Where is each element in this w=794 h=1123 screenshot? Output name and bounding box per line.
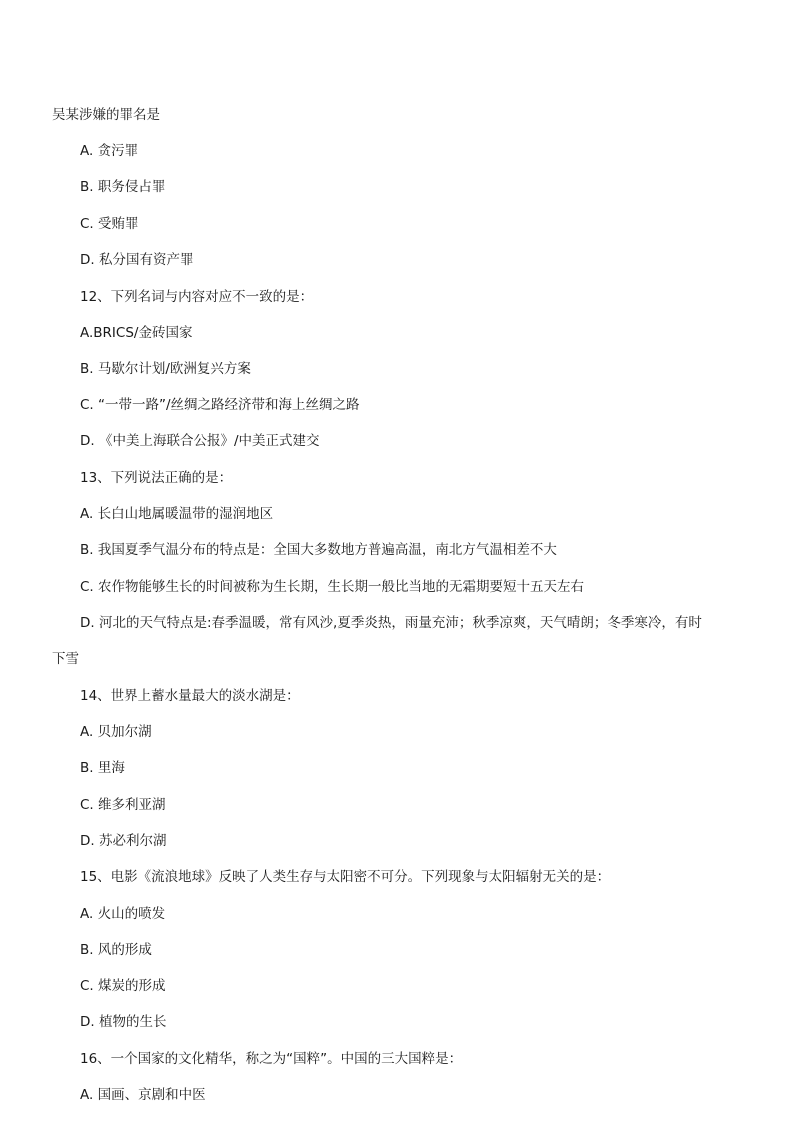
q11-option-d: D. 私分国有资产罪 <box>80 252 194 268</box>
q15-option-d: D. 植物的生长 <box>80 1014 167 1030</box>
q12-option-b: B. 马歇尔计划/欧洲复兴方案 <box>80 361 251 377</box>
q16-option-a: A. 国画、京剧和中医 <box>80 1087 206 1103</box>
q15-option-c: C. 煤炭的形成 <box>80 978 166 994</box>
q15-option-b: B. 风的形成 <box>80 942 152 958</box>
question-16-stem: 16、一个国家的文化精华，称之为“国粹”。中国的三大国粹是： <box>80 1051 463 1067</box>
q13-option-b: B. 我国夏季气温分布的特点是：全国大多数地方普遍高温，南北方气温相差不大 <box>80 542 557 558</box>
q12-option-a: A.BRICS/金砖国家 <box>80 325 193 341</box>
q11-option-c: C. 受贿罪 <box>80 216 139 232</box>
q11-option-a: A. 贪污罪 <box>80 143 139 159</box>
q11-option-b: B. 职务侵占罪 <box>80 179 166 195</box>
q14-option-a: A. 贝加尔湖 <box>80 724 152 740</box>
question-11-stem: 吴某涉嫌的罪名是 <box>52 107 160 123</box>
q13-option-a: A. 长白山地属暖温带的湿润地区 <box>80 506 274 522</box>
q14-option-d: D. 苏必利尔湖 <box>80 833 167 849</box>
q14-option-b: B. 里海 <box>80 760 125 776</box>
question-13-stem: 13、下列说法正确的是： <box>80 470 233 486</box>
question-12-stem: 12、下列名词与内容对应不一致的是： <box>80 289 314 305</box>
q12-option-c: C. “一带一路”/丝绸之路经济带和海上丝绸之路 <box>80 397 360 413</box>
q12-option-d: D. 《中美上海联合公报》/中美正式建交 <box>80 433 320 449</box>
q13-option-c: C. 农作物能够生长的时间被称为生长期，生长期一般比当地的无霜期要短十五天左右 <box>80 579 585 595</box>
q13-option-d: D. 河北的天气特点是:春季温暖，常有风沙,夏季炎热，雨量充沛；秋季凉爽，天气晴朗；冬季寒冷，有时 <box>80 615 702 631</box>
question-14-stem: 14、世界上蓄水量最大的淡水湖是： <box>80 688 300 704</box>
q15-option-a: A. 火山的喷发 <box>80 906 166 922</box>
q13-option-d-continuation: 下雪 <box>52 651 79 667</box>
q14-option-c: C. 维多利亚湖 <box>80 797 166 813</box>
question-15-stem: 15、电影《流浪地球》反映了人类生存与太阳密不可分。下列现象与太阳辐射无关的是： <box>80 869 611 885</box>
